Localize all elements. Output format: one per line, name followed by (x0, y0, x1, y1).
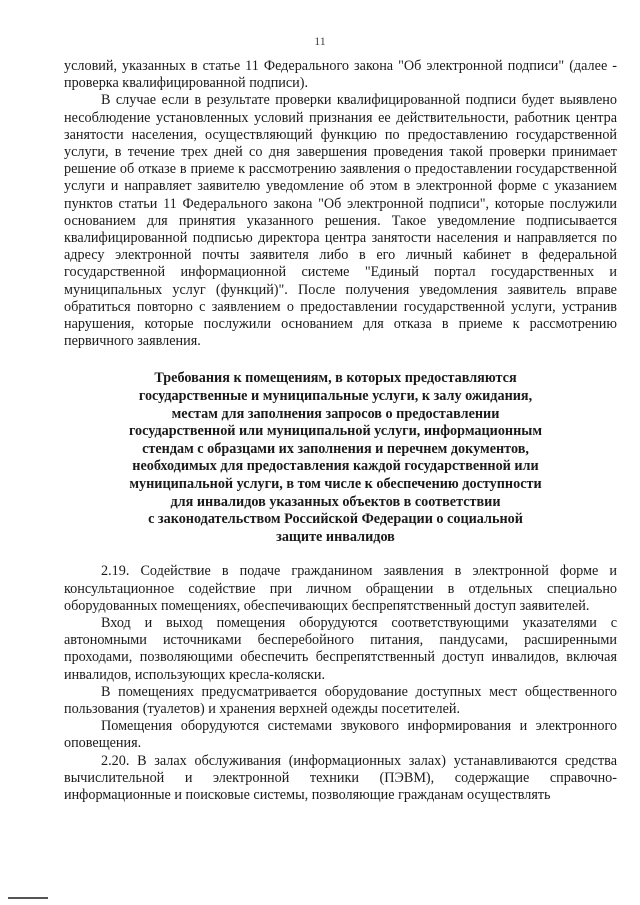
paragraph-2-19: 2.19. Содействие в подаче гражданином заявления в электронной форме и консультационное содействие при личном обращении в отдельных специально оборудованных помещениях, обеспечивающих беспрепятственный доступ заявителей. (64, 563, 617, 614)
paragraph-sound-systems: Помещения оборудуются системами звукового информирования и электронного оповещения. (64, 718, 617, 752)
heading-line: государственные и муниципальные услуги, к залу ожидания, (138, 388, 533, 405)
heading-line: с законодательством Российской Федерации о социальной (148, 511, 523, 528)
heading-line: защите инвалидов (276, 528, 395, 545)
page-number: 11 (314, 34, 326, 48)
paragraph-qualified-signature-check: В случае если в результате проверки квалифицированной подписи будет выявлено несоблюдение установленных условий признания ее действительности, работник центра занятости населения, осуществляющий функцию по предоставлению государственной услуги, в течение трех дней со дня завершения проведения такой проверки принимает решение об отказе в приеме к рассмотрению заявления о предоставлении государственной услуги и направляет заявителю уведомление об этом в электронной форме с указанием пунктов статьи 11 Федерального закона "Об электронной подписи", которые послужили основанием для принятия указанного решения. Такое уведомление подписывается квалифицированной подписью директора центра занятости населения и направляется по адресу электронной почты заявителя либо в его личный кабинет в федеральной государственной информационной системе "Единый портал государственных и муниципальных услуг (функций)". После получения уведомления заявитель вправе обратиться повторно с заявлением о предоставлении государственной услуги, устранив нарушения, которые послужили основанием для отказа в приеме к рассмотрению первичного заявления. (64, 92, 617, 350)
document-body (64, 58, 617, 804)
paragraph-continuation: условий, указанных в статье 11 Федерального закона "Об электронной подписи" (далее - проверка квалифицированной подписи). (64, 58, 617, 92)
heading-line: стендам с образцами их заполнения и перечнем документов, (142, 440, 529, 457)
heading-line: местам для заполнения запросов о предоставлении (171, 405, 500, 422)
heading-line: необходимых для предоставления каждой государственной или (132, 458, 539, 475)
paragraph-2-20: 2.20. В залах обслуживания (информационных залах) устанавливаются средства вычислительной и электронной техники (ПЭВМ), содержащие справочно-информационные и поисковые системы, позволяющие гражданам осуществлять (64, 752, 617, 804)
section-heading (64, 370, 617, 546)
footer-mark (8, 897, 48, 899)
heading-line: для инвалидов указанных объектов в соответствии (170, 493, 501, 510)
paragraph-entrance-exit: Вход и выход помещения оборудуются соответствующими указателями с автономными источниками бесперебойного питания, пандусами, расширенными проходами, позволяющими обеспечить беспрепятственный доступ инвалидов, включая инвалидов, использующих кресла-коляски. (64, 615, 617, 683)
heading-line: Требования к помещениям, в которых предоставляются (154, 370, 517, 387)
paragraph-public-facilities: В помещениях предусматривается оборудование доступных мест общественного пользования (туалетов) и хранения верхней одежды посетителей. (64, 683, 617, 718)
heading-line: муниципальной услуги, в том числе к обеспечению доступности (129, 476, 542, 493)
heading-line: государственной или муниципальной услуги, информационным (128, 423, 543, 440)
